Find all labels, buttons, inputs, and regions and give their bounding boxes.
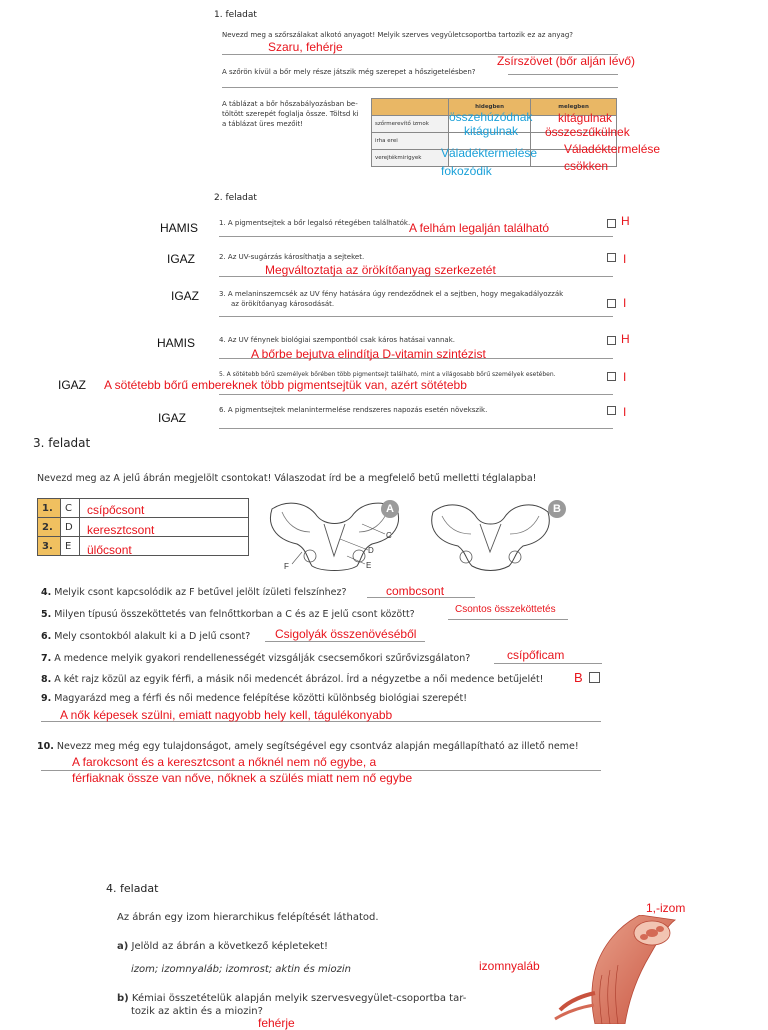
mark-3: I [623, 296, 627, 310]
answer-cold-2: kitágulnak [464, 124, 519, 138]
figure-a-badge: A [381, 500, 399, 518]
checkbox-5[interactable] [607, 372, 616, 381]
task4-qb: b) Kémiai összetételük alapján melyik szervesvegyület-csoportba tar- [117, 993, 467, 1004]
fig-label-f: F [284, 562, 289, 571]
statement-6: 6. A pigmentsejtek melanintermelése rendszeres napozás esetén növekszik. [219, 406, 488, 414]
task4-qb-answer: fehérje [258, 1016, 295, 1030]
answer-line [494, 663, 602, 664]
note-5: A sötétebb bőrű embereknek több pigmentsejtük van, azért sötétebb [104, 378, 467, 392]
task1-answer-1: Szaru, fehérje [268, 40, 343, 54]
answer-line [219, 394, 613, 395]
answer-line [222, 87, 618, 88]
row-label: verejtékmirigyek [372, 150, 449, 167]
answer-4: combcsont [386, 584, 445, 598]
question-8: 8. A két rajz közül az egyik férfi, a másik női medencét ábrázol. Írd a négyzetbe a női medence betűjelét! [41, 674, 544, 685]
label-izom: 1,-izom [646, 901, 686, 915]
statement-3: 3. A melaninszemcsék az UV fény hatására úgy rendeződnek el a sejtben, hogy megakadályozzák [219, 290, 564, 298]
verdict-1: HAMIS [160, 221, 199, 235]
task4-qa: a) Jelöld az ábrán a következő képleteket! [117, 941, 329, 952]
question-7: 7. A medence melyik gyakori rendellenességét vizsgálják csecsemőkori szűrővizsgálaton? [41, 653, 471, 664]
statement-2: 2. Az UV-sugárzás károsíthatja a sejteket. [219, 253, 365, 261]
verdict-5: IGAZ [58, 378, 87, 392]
question-9: 9. Magyarázd meg a férfi és női medence felépítése közötti különbség biológiai szerepét! [41, 693, 468, 704]
answer-7: csípőficam [507, 648, 565, 662]
verdict-4: HAMIS [157, 336, 196, 350]
verdict-2: IGAZ [167, 252, 196, 266]
task3-intro: Nevezd meg az A jelű ábrán megjelölt csontokat! Válaszodat írd be a megfelelő betű melletti téglalapba! [37, 473, 537, 484]
checkbox-2[interactable] [607, 253, 616, 262]
answer-cold-3: Váladéktermelése fokozódik [441, 146, 538, 178]
task4-intro: Az ábrán egy izom hierarchikus felépítését láthatod. [117, 912, 379, 923]
pelvis-figure-b [428, 494, 553, 579]
answer-10: A farokcsont és a keresztcsont a nőknél nem nő egybe, a [72, 755, 377, 769]
fig-label-c: C [386, 531, 392, 540]
statement-4: 4. Az UV fénynek biológiai szempontból csak káros hatásai vannak. [219, 336, 456, 344]
answer-5: Csontos összeköttetés [455, 604, 556, 615]
checkbox-1[interactable] [607, 219, 616, 228]
fig-label-e: E [366, 561, 372, 570]
checkbox-3[interactable] [607, 299, 616, 308]
female-pelvis-box[interactable] [589, 672, 600, 683]
task1-question-1: Nevezd meg a szőrszálakat alkotó anyagot! Melyik szerves vegyületcsoportba tartozik ez az anyag? [222, 31, 573, 39]
task1-title: 1. feladat [214, 10, 257, 20]
col-warm: melegben [531, 99, 617, 116]
answer-d: keresztcsont [87, 523, 155, 537]
statement-5: 5. A sötétebb bőrű személyek bőrében több pigmentsejt található, mint a világosabb bőrű személyek esetében. [219, 371, 556, 378]
answer-line [448, 619, 568, 620]
answer-line [219, 428, 613, 429]
answer-cold-1: összehúzódnak [449, 110, 533, 124]
answer-line [219, 236, 613, 237]
answer-warm-2: összeszűkülnek [545, 125, 630, 139]
answer-6: Csigolyák összenövéséből [275, 627, 417, 641]
answer-9: A nők képesek szülni, emiatt nagyobb hely kell, tágulékonyabb [60, 708, 393, 722]
statement-3-cont: az örökítőanyag károsodását. [231, 300, 335, 308]
task1-answer-2: Zsírszövet (bőr alján lévő) [497, 54, 636, 68]
verdict-6: IGAZ [158, 411, 187, 425]
statement-1: 1. A pigmentsejtek a bőr legalsó rétegében találhatók. [219, 219, 411, 227]
answer-line [219, 316, 613, 317]
task1-question-2: A szőrön kívül a bőr mely része játszik még szerepet a hőszigetelésben? [222, 68, 476, 76]
mark-4: H [621, 332, 630, 346]
row-label: szőrmerevítő izmok [372, 116, 449, 133]
checkbox-6[interactable] [607, 406, 616, 415]
verdict-3: IGAZ [171, 289, 200, 303]
question-6: 6. Mely csontokból alakult ki a D jelű csont? [41, 631, 251, 642]
answer-10-cont: férfiaknak össze van nőve, nőknek a szülés miatt nem nő egybe [72, 771, 413, 785]
mark-6: I [623, 405, 627, 419]
task1-table-intro: A táblázat a bőr hőszabályozásban be- töltött szerepét foglalja össze. Töltsd ki a táblázat üres mezőit! [222, 100, 359, 128]
note-4: A bőrbe bejutva elindítja D-vitamin szintézist [251, 347, 486, 361]
question-5: 5. Milyen típusú összeköttetés van felnőttkorban a C és az E jelű csont között? [41, 609, 415, 620]
task2-title: 2. feladat [214, 193, 257, 203]
checkbox-4[interactable] [607, 336, 616, 345]
muscle-figure [540, 915, 690, 1024]
fig-label-d: D [368, 546, 374, 555]
answer-e: ülőcsont [87, 543, 132, 557]
question-10: 10. Nevezz meg még egy tulajdonságot, amely segítségével egy csontváz alapján megállapítható az illető neme! [37, 741, 579, 752]
answer-8: B [574, 670, 583, 685]
col-cold: hidegben [449, 99, 531, 116]
bone-name-table: 1. C 2. D 3. E [37, 498, 249, 556]
answer-line [265, 641, 425, 642]
answer-line [508, 74, 618, 75]
task3-title: 3. feladat [33, 436, 91, 450]
mark-1: H [621, 214, 630, 228]
note-2: Megváltoztatja az örökítőanyag szerkezetét [265, 263, 496, 277]
note-1: A felhám legalján található [409, 221, 550, 235]
figure-b-badge: B [548, 500, 566, 518]
row-label: irha erei [372, 133, 449, 150]
task4-qb-cont: tozik az aktin és a miozin? [131, 1006, 263, 1017]
label-izomnyalab: izomnyaláb [479, 959, 540, 973]
answer-warm-3: Váladéktermelése csökken [564, 142, 661, 173]
mark-2: I [623, 252, 627, 266]
task4-title: 4. feladat [106, 882, 159, 895]
answer-warm-1: kitágulnak [558, 111, 613, 125]
question-4: 4. Melyik csont kapcsolódik az F betűvel jelölt ízületi felszínhez? [41, 587, 347, 598]
mark-5: I [623, 370, 627, 384]
answer-c: csípőcsont [87, 503, 145, 517]
task4-qa-terms: izom; izomnyaláb; izomrost; aktin és miozin [131, 964, 351, 975]
